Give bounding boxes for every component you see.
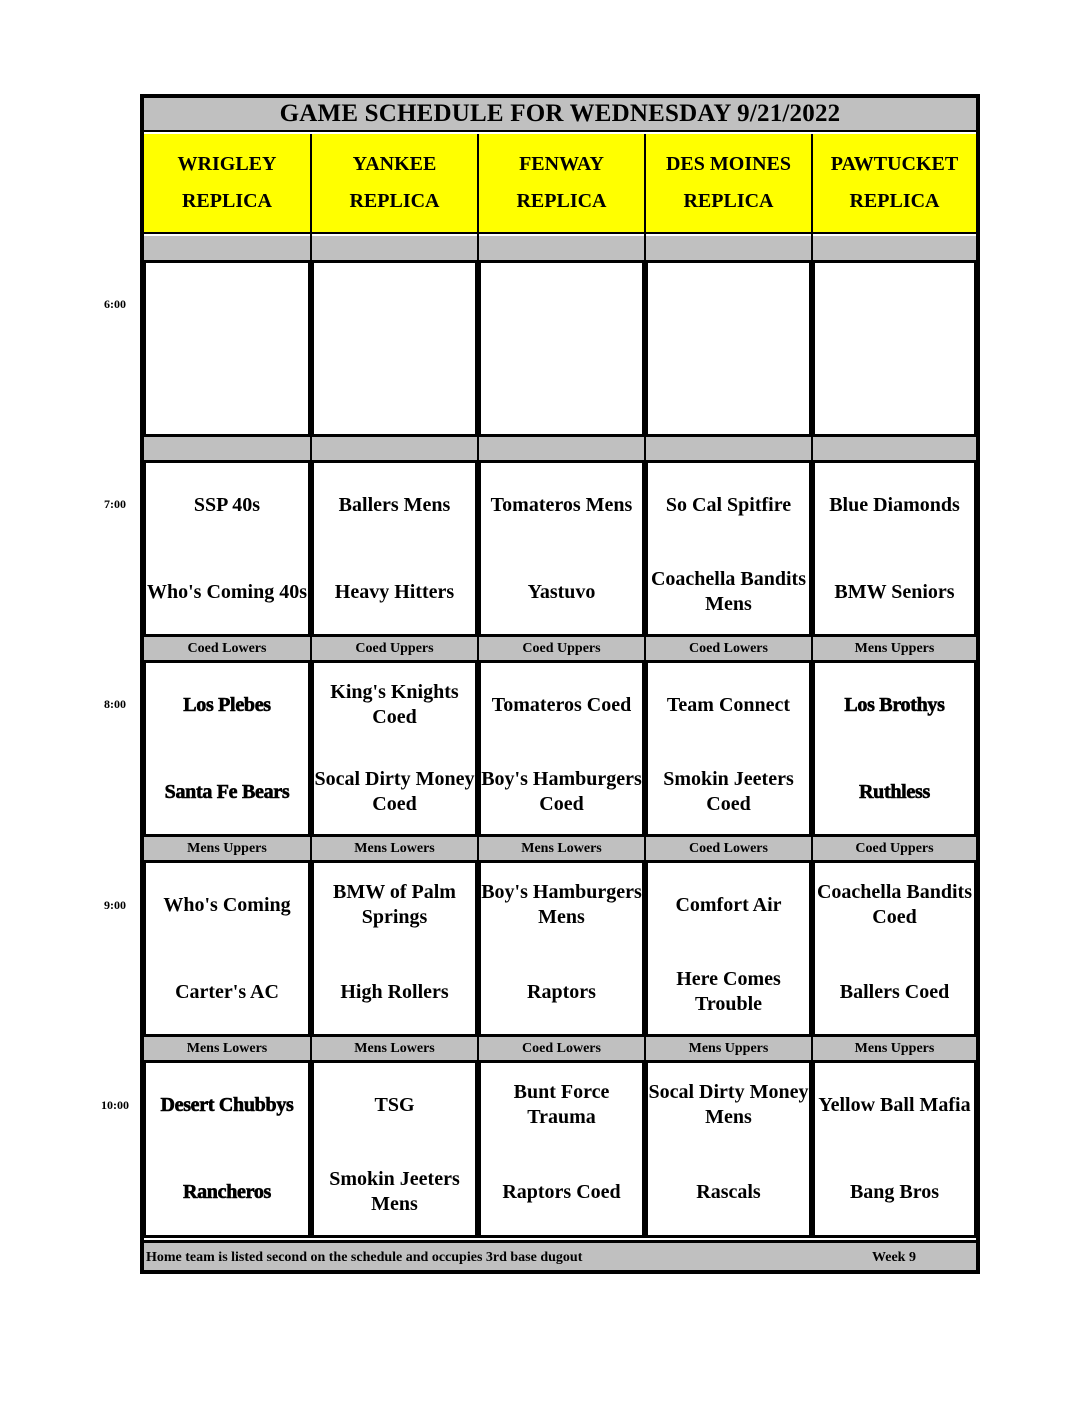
division-label <box>646 434 811 460</box>
division-label <box>813 434 976 460</box>
field-name: WRIGLEY <box>177 153 277 175</box>
away-team: Bunt Force Trauma <box>513 1081 610 1128</box>
header-spacer <box>144 236 310 260</box>
away-team: Comfort Air <box>675 893 782 916</box>
division-label: Mens Uppers <box>813 634 976 660</box>
away-team: Who's Coming <box>163 893 291 916</box>
away-team: Los Brothys <box>844 693 945 716</box>
home-team: Rancheros <box>182 1180 272 1203</box>
division-label: Coed Lowers <box>479 1034 644 1060</box>
field-name: FENWAY <box>519 153 604 175</box>
field-header-5 <box>813 134 976 234</box>
column-divider <box>477 134 479 1238</box>
away-team: Desert Chubbys <box>160 1093 294 1116</box>
division-label: Mens Uppers <box>813 1034 976 1060</box>
column-divider <box>644 134 646 1238</box>
field-subtitle: REPLICA <box>849 190 940 212</box>
time-label-7: 7:00 <box>104 497 126 511</box>
field-header-3 <box>479 134 644 234</box>
away-team: Blue Diamonds <box>829 493 960 516</box>
header-spacer <box>646 236 811 260</box>
field-name: DES MOINES <box>665 153 792 175</box>
home-team: Who's Coming 40s <box>146 580 308 603</box>
schedule-title: GAME SCHEDULE FOR WEDNESDAY 9/21/2022 <box>144 98 976 132</box>
home-team: Bang Bros <box>849 1180 940 1203</box>
home-team: Carter's AC <box>175 980 279 1003</box>
time-label-10: 10:00 <box>101 1098 129 1112</box>
away-team: King's Knights Coed <box>330 681 459 728</box>
home-team: Santa Fe Bears <box>164 780 290 803</box>
division-label: Coed Lowers <box>646 634 811 660</box>
home-team: Ballers Coed <box>839 980 950 1003</box>
away-team: Team Connect <box>666 693 791 716</box>
home-team: Coachella Bandits Mens <box>650 568 807 615</box>
division-label: Coed Uppers <box>312 634 477 660</box>
away-team: Yellow Ball Mafia <box>818 1093 971 1116</box>
field-name: PAWTUCKET <box>830 153 959 175</box>
away-team: SSP 40s <box>193 493 261 516</box>
away-team: Ballers Mens <box>338 493 451 516</box>
away-team: Coachella Bandits Coed <box>816 881 973 928</box>
division-label: Coed Lowers <box>144 634 310 660</box>
field-subtitle: REPLICA <box>181 190 272 212</box>
home-team: Here Comes Trouble <box>676 968 781 1015</box>
home-team: Smokin Jeeters Coed <box>663 768 794 815</box>
time-label-6: 6:00 <box>104 297 126 311</box>
division-label: Mens Lowers <box>479 834 644 860</box>
time-label-9: 9:00 <box>104 898 126 912</box>
division-label: Coed Lowers <box>646 834 811 860</box>
home-team: Raptors Coed <box>502 1180 621 1203</box>
division-label <box>144 434 310 460</box>
field-subtitle: REPLICA <box>683 190 774 212</box>
time-label-8: 8:00 <box>104 697 126 711</box>
home-team: Boy's Hamburgers Coed <box>481 768 642 815</box>
away-team: Socal Dirty Money Mens <box>648 1081 809 1128</box>
away-team: So Cal Spitfire <box>665 493 792 516</box>
division-label: Mens Lowers <box>144 1034 310 1060</box>
field-header-4 <box>646 134 811 234</box>
home-team: Smokin Jeeters Mens <box>329 1168 460 1215</box>
away-team: BMW of Palm Springs <box>333 881 456 928</box>
column-divider <box>811 134 813 1238</box>
game-cell <box>645 260 812 438</box>
field-name: YANKEE <box>352 153 437 175</box>
home-team: Socal Dirty Money Coed <box>314 768 475 815</box>
schedule-sheet <box>140 94 980 1274</box>
home-team-note: Home team is listed second on the schedule and occupies 3rd base dugout <box>146 1250 583 1265</box>
division-label: Coed Uppers <box>813 834 976 860</box>
away-team: Tomateros Mens <box>490 493 633 516</box>
away-team: Los Plebes <box>183 693 271 716</box>
home-team: Ruthless <box>859 780 930 803</box>
division-label: Mens Uppers <box>646 1034 811 1060</box>
field-subtitle: REPLICA <box>516 190 607 212</box>
home-team: BMW Seniors <box>834 580 955 603</box>
header-spacer <box>312 236 477 260</box>
week-label: Week 9 <box>872 1250 916 1265</box>
game-cell <box>478 260 645 438</box>
division-label: Mens Lowers <box>312 834 477 860</box>
field-header-1 <box>144 134 310 234</box>
away-team: Boy's Hamburgers Mens <box>481 881 642 928</box>
division-label: Mens Uppers <box>144 834 310 860</box>
game-cell <box>143 260 311 438</box>
home-team: Raptors <box>527 980 596 1003</box>
home-team: Yastuvo <box>527 580 596 603</box>
home-team: Heavy Hitters <box>334 580 455 603</box>
division-label <box>479 434 644 460</box>
away-team: TSG <box>374 1093 415 1116</box>
column-divider <box>310 134 312 1238</box>
game-cell <box>812 260 977 438</box>
home-team: Rascals <box>696 1180 761 1203</box>
header-spacer <box>479 236 644 260</box>
field-header-2 <box>312 134 477 234</box>
away-team: Tomateros Coed <box>491 693 632 716</box>
division-label: Coed Uppers <box>479 634 644 660</box>
home-team: High Rollers <box>340 980 449 1003</box>
field-subtitle: REPLICA <box>349 190 440 212</box>
division-label <box>312 434 477 460</box>
game-cell <box>311 260 478 438</box>
header-spacer <box>813 236 976 260</box>
division-label: Mens Lowers <box>312 1034 477 1060</box>
schedule-footer <box>144 1240 976 1270</box>
